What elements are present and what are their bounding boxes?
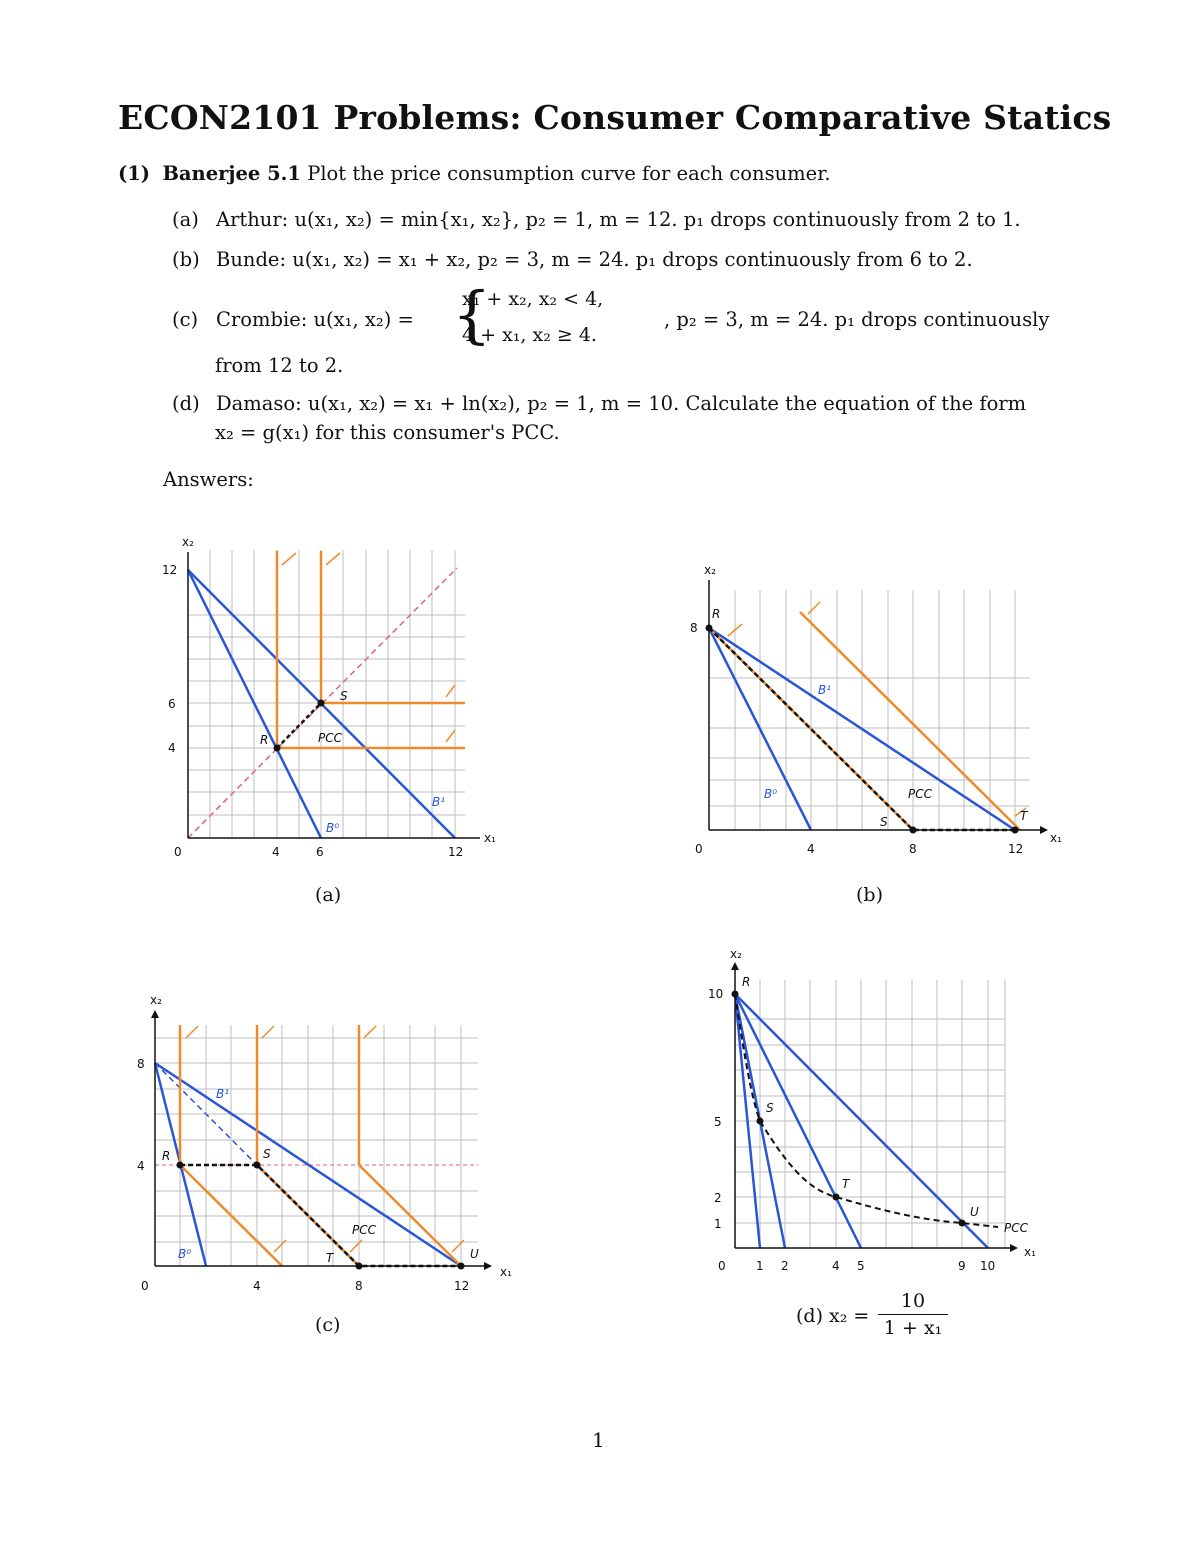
- x-tick-0-b: 0: [695, 842, 703, 856]
- problem-source: Banerjee 5.1: [162, 162, 301, 185]
- fraction-denominator: 1 + x₁: [883, 1317, 943, 1339]
- x-tick-1-d: 1: [756, 1259, 764, 1273]
- fraction-bar: [878, 1314, 948, 1315]
- x-tick-4-a: 4: [272, 845, 280, 859]
- point-s: [757, 1118, 764, 1125]
- item-d: (d) Damaso: u(x₁, x₂) = x₁ + ln(x₂), p₂ = 1, m = 10. Calculate the equation of the form: [172, 392, 1027, 415]
- x-axis-label-d: x₁: [1024, 1245, 1036, 1259]
- label-b1-b: B¹: [818, 683, 832, 697]
- x-tick-8-c: 8: [355, 1279, 363, 1293]
- point-t: [833, 1194, 840, 1201]
- x-tick-4-b: 4: [807, 842, 815, 856]
- label-b0-b: B⁰: [764, 787, 778, 801]
- item-a: (a) Arthur: u(x₁, x₂) = min{x₁, x₂}, p₂ = 1, m = 12. p₁ drops continuously from 2 to 1.: [172, 208, 1021, 231]
- y-tick-12-a: 12: [162, 563, 178, 577]
- x-tick-0-c: 0: [141, 1279, 149, 1293]
- problem-number: (1): [118, 162, 151, 185]
- x-axis-label-b: x₁: [1050, 831, 1062, 845]
- fraction-numerator: 10: [900, 1290, 926, 1312]
- indiff-r: [277, 551, 465, 748]
- label-u-d: U: [970, 1205, 979, 1219]
- caption-c: (c): [315, 1314, 341, 1336]
- page-title: ECON2101 Problems: Consumer Comparative Statics: [118, 98, 1112, 137]
- label-t-b: T: [1020, 809, 1028, 823]
- grid-d: [735, 980, 1005, 1248]
- label-t-d: T: [842, 1177, 850, 1191]
- point-s: [318, 700, 325, 707]
- x-tick-12-a: 12: [448, 845, 464, 859]
- point-r: [274, 745, 281, 752]
- y-axis-label-d: x₂: [730, 947, 742, 961]
- y-tick-4-c: 4: [137, 1159, 145, 1173]
- x-tick-4-c: 4: [253, 1279, 261, 1293]
- item-d-text1: Damaso: u(x₁, x₂) = x₁ + ln(x₂), p₂ = 1, m = 10. Calculate the equation of the form: [216, 392, 1027, 415]
- label-r-d: R: [742, 975, 751, 989]
- y-tick-8-b: 8: [690, 621, 698, 635]
- label-pcc-d: PCC: [1004, 1221, 1028, 1235]
- label-s-b: S: [880, 815, 888, 829]
- grid-a: [188, 550, 465, 838]
- caption-d-fraction: [878, 1290, 948, 1339]
- item-c-cont: from 12 to 2.: [215, 354, 344, 377]
- item-c: (c) Crombie: u(x₁, x₂) =: [172, 308, 414, 331]
- x-tick-6-a: 6: [316, 845, 324, 859]
- label-t-c: T: [326, 1251, 334, 1265]
- item-c-lead: Crombie: u(x₁, x₂) =: [216, 308, 414, 331]
- y-tick-5-d: 5: [714, 1115, 722, 1129]
- label-s-c: S: [263, 1147, 271, 1161]
- x-tick-10-d: 10: [980, 1259, 996, 1273]
- y-axis-label-a: x₂: [182, 535, 194, 549]
- caption-d: (d) x₂ =: [796, 1305, 870, 1327]
- y-tick-1-d: 1: [714, 1217, 722, 1231]
- x-tick-4-d: 4: [832, 1259, 840, 1273]
- label-b1-c: B¹: [216, 1087, 230, 1101]
- arrows-c: [186, 1026, 464, 1252]
- caption-a: (a): [315, 884, 342, 906]
- answers-label: Answers:: [163, 468, 254, 491]
- label-pcc-a: PCC: [318, 731, 342, 745]
- y-tick-6-a: 6: [168, 697, 176, 711]
- grid-b: [709, 590, 1030, 830]
- label-s-a: S: [340, 689, 348, 703]
- grid-c: [155, 1025, 478, 1266]
- label-b1-a: B¹: [432, 795, 446, 809]
- point-s: [254, 1162, 261, 1169]
- caption-b: (b): [856, 884, 883, 906]
- y-tick-10-d: 10: [708, 987, 724, 1001]
- arrows-a: [282, 553, 455, 742]
- item-c-cases: [452, 278, 652, 356]
- point-u: [959, 1220, 966, 1227]
- x-axis-label-c: x₁: [500, 1265, 512, 1279]
- label-b0-c: B⁰: [178, 1247, 192, 1261]
- y-tick-8-c: 8: [137, 1057, 145, 1071]
- item-d-text2: x₂ = g(x₁) for this consumer's PCC.: [215, 421, 560, 444]
- arrows-b: [728, 602, 1026, 816]
- x-tick-12-c: 12: [454, 1279, 470, 1293]
- y-tick-4-a: 4: [168, 741, 176, 755]
- y-tick-2-d: 2: [714, 1191, 722, 1205]
- y-axis-label-b: x₂: [704, 563, 716, 577]
- problem-prompt: Plot the price consumption curve for each consumer.: [307, 162, 831, 185]
- x-tick-8-b: 8: [909, 842, 917, 856]
- case-1: x₁ + x₂, x₂ < 4,: [462, 288, 604, 310]
- item-b-text: Bunde: u(x₁, x₂) = x₁ + x₂, p₂ = 3, m = 24. p₁ drops continuously from 6 to 2.: [216, 248, 973, 271]
- figure-a: [150, 525, 510, 865]
- item-c-tail: , p₂ = 3, m = 24. p₁ drops continuously: [664, 308, 1050, 331]
- brace: {: [452, 278, 492, 351]
- item-a-text: Arthur: u(x₁, x₂) = min{x₁, x₂}, p₂ = 1, m = 12. p₁ drops continuously from 2 to 1.: [216, 208, 1021, 231]
- label-pcc-c: PCC: [352, 1223, 376, 1237]
- item-b: (b) Bunde: u(x₁, x₂) = x₁ + x₂, p₂ = 3, m = 24. p₁ drops continuously from 6 to 2.: [172, 248, 973, 271]
- y-axis-label-c: x₂: [150, 993, 162, 1007]
- figure-c: [128, 990, 528, 1300]
- label-b0-a: B⁰: [326, 821, 340, 835]
- label-r-a: R: [260, 733, 269, 747]
- x-tick-9-d: 9: [958, 1259, 966, 1273]
- label-pcc-b: PCC: [908, 787, 932, 801]
- label-u-c: U: [470, 1247, 479, 1261]
- x-tick-12-b: 12: [1008, 842, 1024, 856]
- problem-heading: [118, 162, 831, 185]
- point-r: [177, 1162, 184, 1169]
- page-number: 1: [592, 1428, 605, 1452]
- label-r-b: R: [712, 607, 721, 621]
- figure-d: [700, 945, 1080, 1285]
- x-axis-label-a: x₁: [484, 831, 496, 845]
- label-r-c: R: [162, 1149, 171, 1163]
- case-2: 4 + x₁, x₂ ≥ 4.: [462, 324, 597, 346]
- x-tick-5-d: 5: [857, 1259, 865, 1273]
- x-tick-0-a: 0: [174, 845, 182, 859]
- x-tick-0-d: 0: [718, 1259, 726, 1273]
- figure-b: [680, 555, 1080, 865]
- x-tick-2-d: 2: [781, 1259, 789, 1273]
- label-s-d: S: [766, 1101, 774, 1115]
